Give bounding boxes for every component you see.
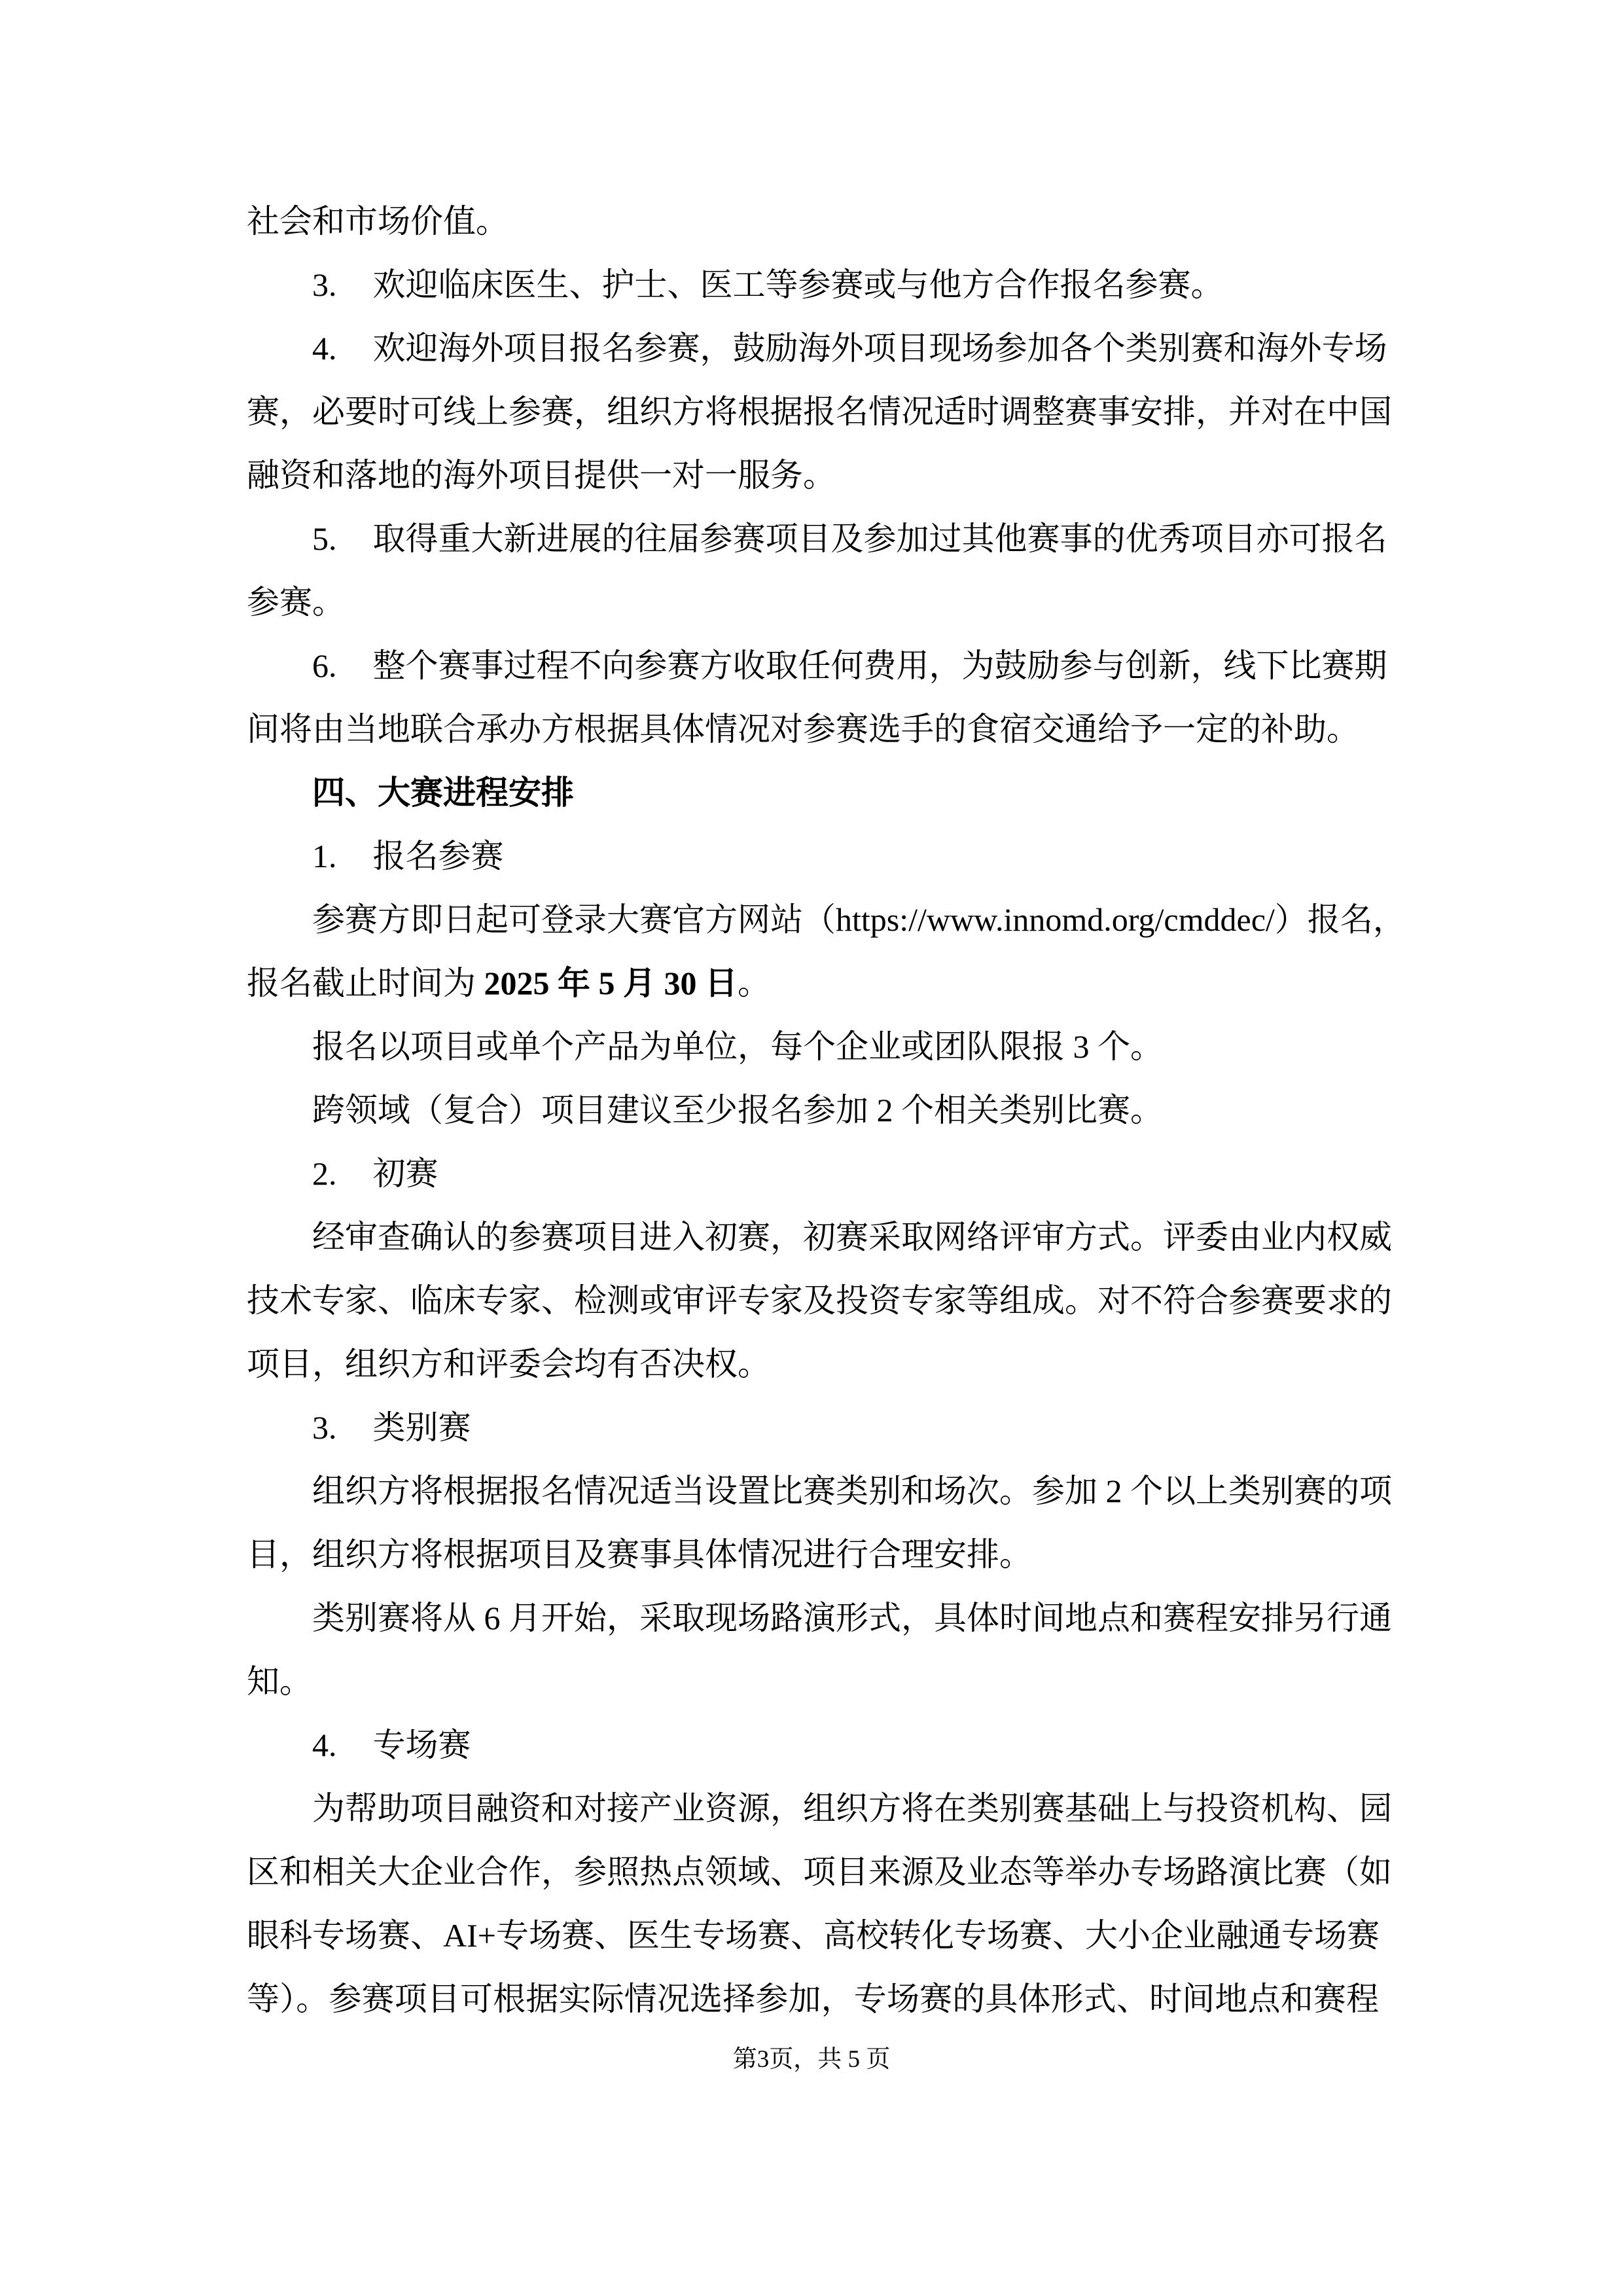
sub-heading — [247, 1396, 1379, 1460]
list-number: 6. — [312, 647, 337, 684]
text-line — [247, 698, 1379, 761]
sub-heading — [247, 825, 1379, 888]
text-run: 技术专家、临床专家、检测或审评专家及投资专家等组成。对不符合参赛要求的 — [247, 1282, 1392, 1319]
text-line — [247, 317, 1387, 380]
text-run: 取得重大新进展的往届参赛项目及参加过其他赛事的优秀项目亦可报名 — [372, 520, 1387, 557]
text-run: 眼科专场赛、AI+专场赛、医生专场赛、高校转化专场赛、大小企业融通专场赛 — [247, 1917, 1380, 1954]
section-heading — [247, 761, 1379, 825]
text-run: 等）。参赛项目可根据实际情况选择参加，专场赛的具体形式、时间地点和赛程 — [247, 1981, 1379, 2017]
text-line — [247, 952, 1379, 1015]
text-line — [247, 1840, 1392, 1904]
text-run: 项目，组织方和评委会均有否决权。 — [247, 1346, 770, 1382]
text-line — [247, 1206, 1392, 1269]
text-line — [247, 444, 1379, 507]
text-line — [247, 507, 1387, 571]
document-body — [247, 190, 1406, 2031]
list-number: 3. — [312, 1409, 337, 1446]
text-run: 欢迎临床医生、护士、医工等参赛或与他方合作报名参赛。 — [372, 266, 1224, 303]
text-run: 初赛 — [372, 1155, 438, 1192]
text-run: 组织方将根据报名情况适当设置比赛类别和场次。参加 2 个以上类别赛的项 — [312, 1473, 1392, 1509]
list-number: 4. — [312, 330, 337, 367]
text-run: 赛，必要时可线上参赛，组织方将根据报名情况适时调整赛事安排，并对在中国 — [247, 393, 1392, 430]
text-run: 报名以项目或单个产品为单位，每个企业或团队限报 3 个。 — [312, 1028, 1163, 1065]
list-number: 2. — [312, 1155, 337, 1192]
text-line — [247, 1523, 1379, 1587]
text-run: 跨领域（复合）项目建议至少报名参加 2 个相关类别比赛。 — [312, 1092, 1163, 1128]
sub-heading — [247, 1142, 1379, 1206]
text-run: 知。 — [247, 1663, 312, 1700]
text-run: 区和相关大企业合作，参照热点领域、项目来源及业态等举办专场路演比赛（如 — [247, 1854, 1392, 1890]
text-line — [247, 1777, 1392, 1840]
bold-text-run: 四、大赛进程安排 — [312, 774, 574, 811]
text-run: 整个赛事过程不向参赛方收取任何费用，为鼓励参与创新，线下比赛期 — [372, 647, 1387, 684]
text-run: 专场赛 — [372, 1727, 471, 1763]
text-run: 间将由当地联合承办方根据具体情况对参赛选手的食宿交通给予一定的补助。 — [247, 711, 1359, 747]
line-with-url — [247, 888, 1406, 952]
list-number: 3. — [312, 266, 337, 303]
text-run: 目，组织方将根据项目及赛事具体情况进行合理安排。 — [247, 1536, 1032, 1573]
text-line — [247, 1587, 1392, 1650]
text-line — [247, 190, 1379, 253]
bold-text-run: 2025 年 5 月 30 日 — [484, 965, 738, 1001]
text-line — [247, 1079, 1379, 1142]
text-line — [247, 1333, 1379, 1396]
text-line — [247, 1460, 1392, 1523]
text-run: 参赛。 — [247, 584, 345, 620]
text-line — [247, 1967, 1379, 2031]
text-line — [247, 380, 1392, 444]
text-line — [247, 1650, 1379, 1713]
list-number: 1. — [312, 838, 337, 874]
text-line — [247, 253, 1379, 317]
text-line — [247, 1015, 1379, 1079]
text-run: 经审查确认的参赛项目进入初赛，初赛采取网络评审方式。评委由业内权威 — [312, 1219, 1392, 1255]
list-number: 4. — [312, 1727, 337, 1763]
text-run: 类别赛 — [372, 1409, 471, 1446]
text-line — [247, 634, 1387, 698]
text-run: 。 — [738, 965, 770, 1001]
sub-heading — [247, 1713, 1379, 1777]
text-run: 参赛方即日起可登录大赛官方网站（https://www.innomd.org/cmddec/）报名， — [312, 901, 1406, 938]
text-run: 报名参赛 — [372, 838, 504, 874]
text-run: 社会和市场价值。 — [247, 203, 508, 240]
text-run: 欢迎海外项目报名参赛，鼓励海外项目现场参加各个类别赛和海外专场 — [372, 330, 1387, 367]
text-run: 类别赛将从 6 月开始，采取现场路演形式，具体时间地点和赛程安排另行通 — [312, 1600, 1392, 1636]
text-run: 融资和落地的海外项目提供一对一服务。 — [247, 457, 836, 493]
text-line — [247, 1269, 1392, 1333]
page-footer: 第3页，共 5 页 — [732, 2046, 891, 2073]
text-run: 为帮助项目融资和对接产业资源，组织方将在类别赛基础上与投资机构、园 — [312, 1790, 1392, 1827]
list-number: 5. — [312, 520, 337, 557]
text-line — [247, 1904, 1379, 1967]
text-run: 报名截止时间为 — [247, 965, 484, 1001]
text-line — [247, 571, 1379, 634]
